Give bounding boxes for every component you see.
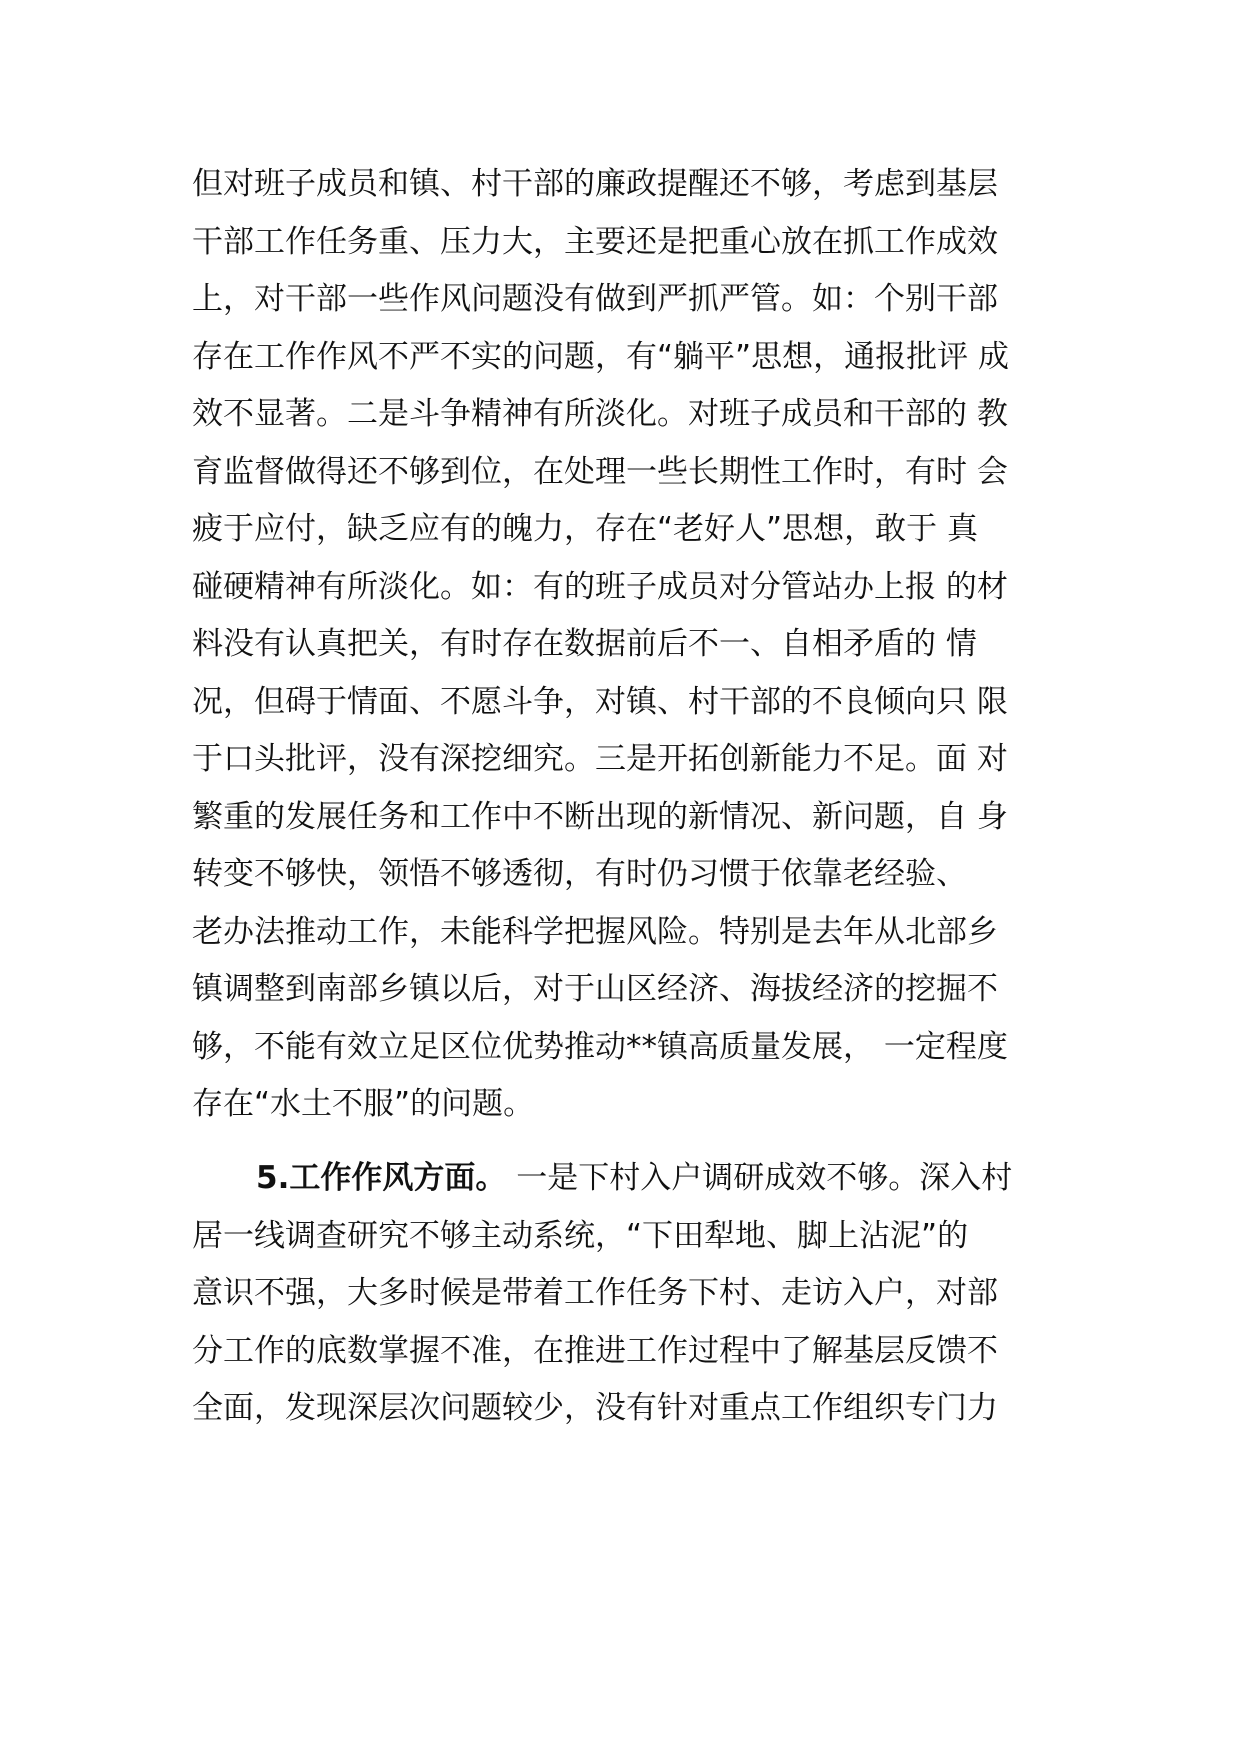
text-line: 繁重的发展任务和工作中不断出现的新情况、新问题，自 身 xyxy=(192,798,1008,835)
text-line: 效不显著。二是斗争精神有所淡化。对班子成员和干部的 教 xyxy=(192,396,1008,432)
paragraph-first-line xyxy=(192,1150,1072,1208)
text-line: 镇调整到南部乡镇以后，对于山区经济、海拔经济的挖掘不 xyxy=(192,971,998,1007)
text-line: 疲于应付，缺乏应有的魄力，存在“老好人”思想，敢于 真 xyxy=(192,511,978,547)
text-line: 干部工作任务重、压力大，主要还是把重心放在抓工作成效 xyxy=(192,223,998,260)
text-line: 全面，发现深层次问题较少，没有针对重点工作组织专门力 xyxy=(192,1390,998,1426)
text-line: 存在“水土不服”的问题。 xyxy=(192,1086,535,1122)
text-line: 够，不能有效立足区位优势推动**镇高质量发展， 一定程度 xyxy=(192,1028,1008,1065)
text-line: 转变不够快，领悟不够透彻，有时仍习惯于依靠老经验、 xyxy=(192,856,967,892)
text-line: 况，但碍于情面、不愿斗争，对镇、村干部的不良倾向只 限 xyxy=(192,683,1008,720)
text-span: 一是下村入户调研成效不够。深入村 xyxy=(506,1160,1013,1196)
text-line: 存在工作作风不严不实的问题，有“躺平”思想，通报批评 成 xyxy=(192,338,1009,375)
text-line: 碰硬精神有所淡化。如：有的班子成员对分管站办上报 的材 xyxy=(192,568,1008,605)
text-line: 料没有认真把关，有时存在数据前后不一、自相矛盾的 情 xyxy=(192,626,977,662)
text-line: 居一线调查研究不够主动系统，“下田犁地、脚上沾泥”的 xyxy=(192,1217,969,1254)
text-line: 意识不强，大多时候是带着工作任务下村、走访入户，对部 xyxy=(192,1275,998,1311)
text-line: 但对班子成员和镇、村干部的廉政提醒还不够，考虑到基层 xyxy=(192,166,998,202)
section-heading: 5.工作作风方面。 xyxy=(256,1160,507,1196)
text-line: 上，对干部一些作风问题没有做到严抓严管。如：个别干部 xyxy=(192,281,998,317)
paragraph-work-discipline xyxy=(192,156,1072,1134)
paragraph-work-style xyxy=(192,1150,1072,1438)
text-line: 于口头批评，没有深挖细究。三是开拓创新能力不足。面 对 xyxy=(192,741,1008,777)
text-line: 育监督做得还不够到位，在处理一些长期性工作时，有时 会 xyxy=(192,453,1008,490)
text-line: 老办法推动工作，未能科学把握风险。特别是去年从北部乡 xyxy=(192,913,998,950)
text-line: 分工作的底数掌握不准，在推进工作过程中了解基层反馈不 xyxy=(192,1332,998,1369)
